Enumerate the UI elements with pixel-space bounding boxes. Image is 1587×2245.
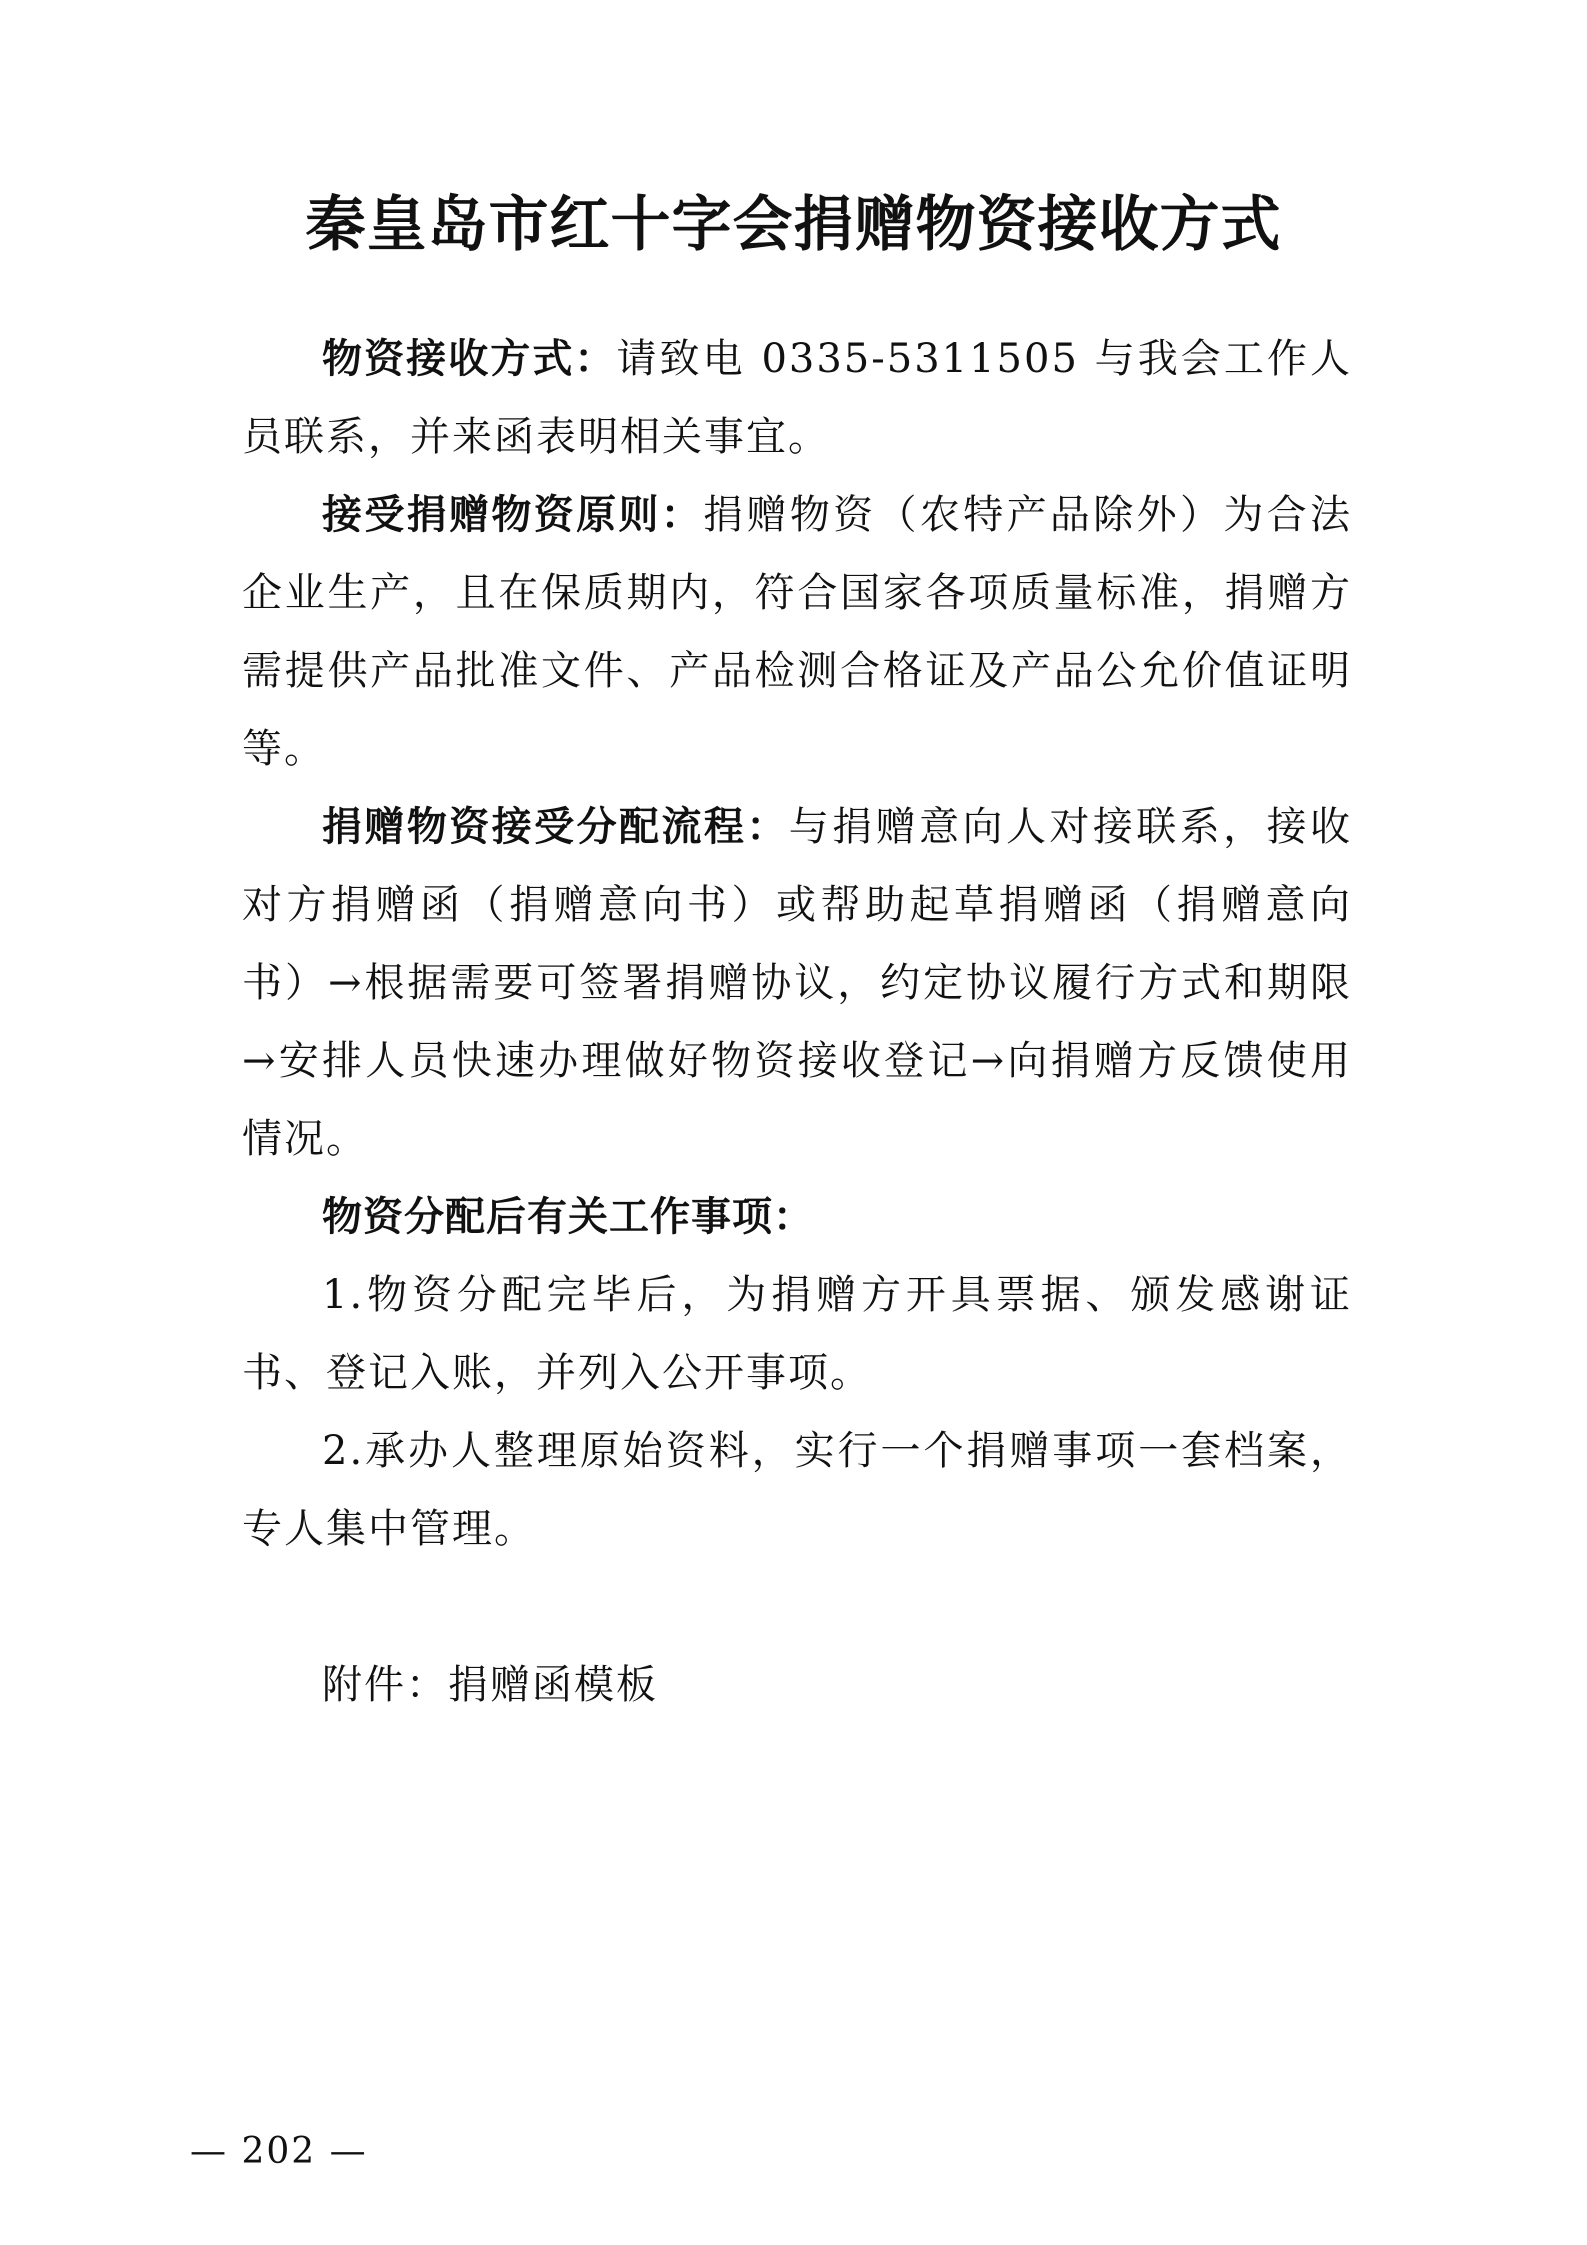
document-title: 秦皇岛市红十字会捐赠物资接收方式 — [305, 190, 1282, 260]
section-heading: 捐赠物资接受分配流程： — [322, 803, 789, 850]
page-number: — 202 — — [190, 2131, 368, 2172]
after-distribution-item-1: 1.物资分配完毕后，为捐赠方开具票据、颁发感谢证书、登记入账，并列入公开事项。 — [242, 1272, 1352, 1396]
section-text: 捐赠物资（农特产品除外）为合法企业生产，且在保质期内，符合国家各项质量标准，捐赠方需提供产品批准文件、产品检测合格证及产品公允价值证明等。 — [242, 492, 1353, 772]
section-acceptance-principle — [242, 476, 1352, 788]
section-heading: 接受捐赠物资原则： — [322, 491, 704, 538]
after-distribution-item-2: 2.承办人整理原始资料，实行一个捐赠事项一套档案，专人集中管理。 — [242, 1428, 1352, 1552]
section-distribution-process — [242, 788, 1352, 1178]
attachment-note: 附件：捐赠函模板 — [322, 1662, 658, 1708]
section-text: 与捐赠意向人对接联系，接收对方捐赠函（捐赠意向书）或帮助起草捐赠函（捐赠意向书）→根据需要可签署捐赠协议，约定协议履行方式和期限→安排人员快速办理做好物资接收登记→向捐赠方反馈使用情况。 — [242, 804, 1353, 1162]
document-body — [242, 320, 1352, 1724]
section-receiving-method — [242, 320, 1352, 476]
after-distribution-heading: 物资分配后有关工作事项： — [322, 1193, 814, 1240]
section-heading: 物资接收方式： — [322, 335, 617, 382]
section-text: 请致电 0335-5311505 与我会工作人员联系，并来函表明相关事宜。 — [242, 336, 1353, 460]
